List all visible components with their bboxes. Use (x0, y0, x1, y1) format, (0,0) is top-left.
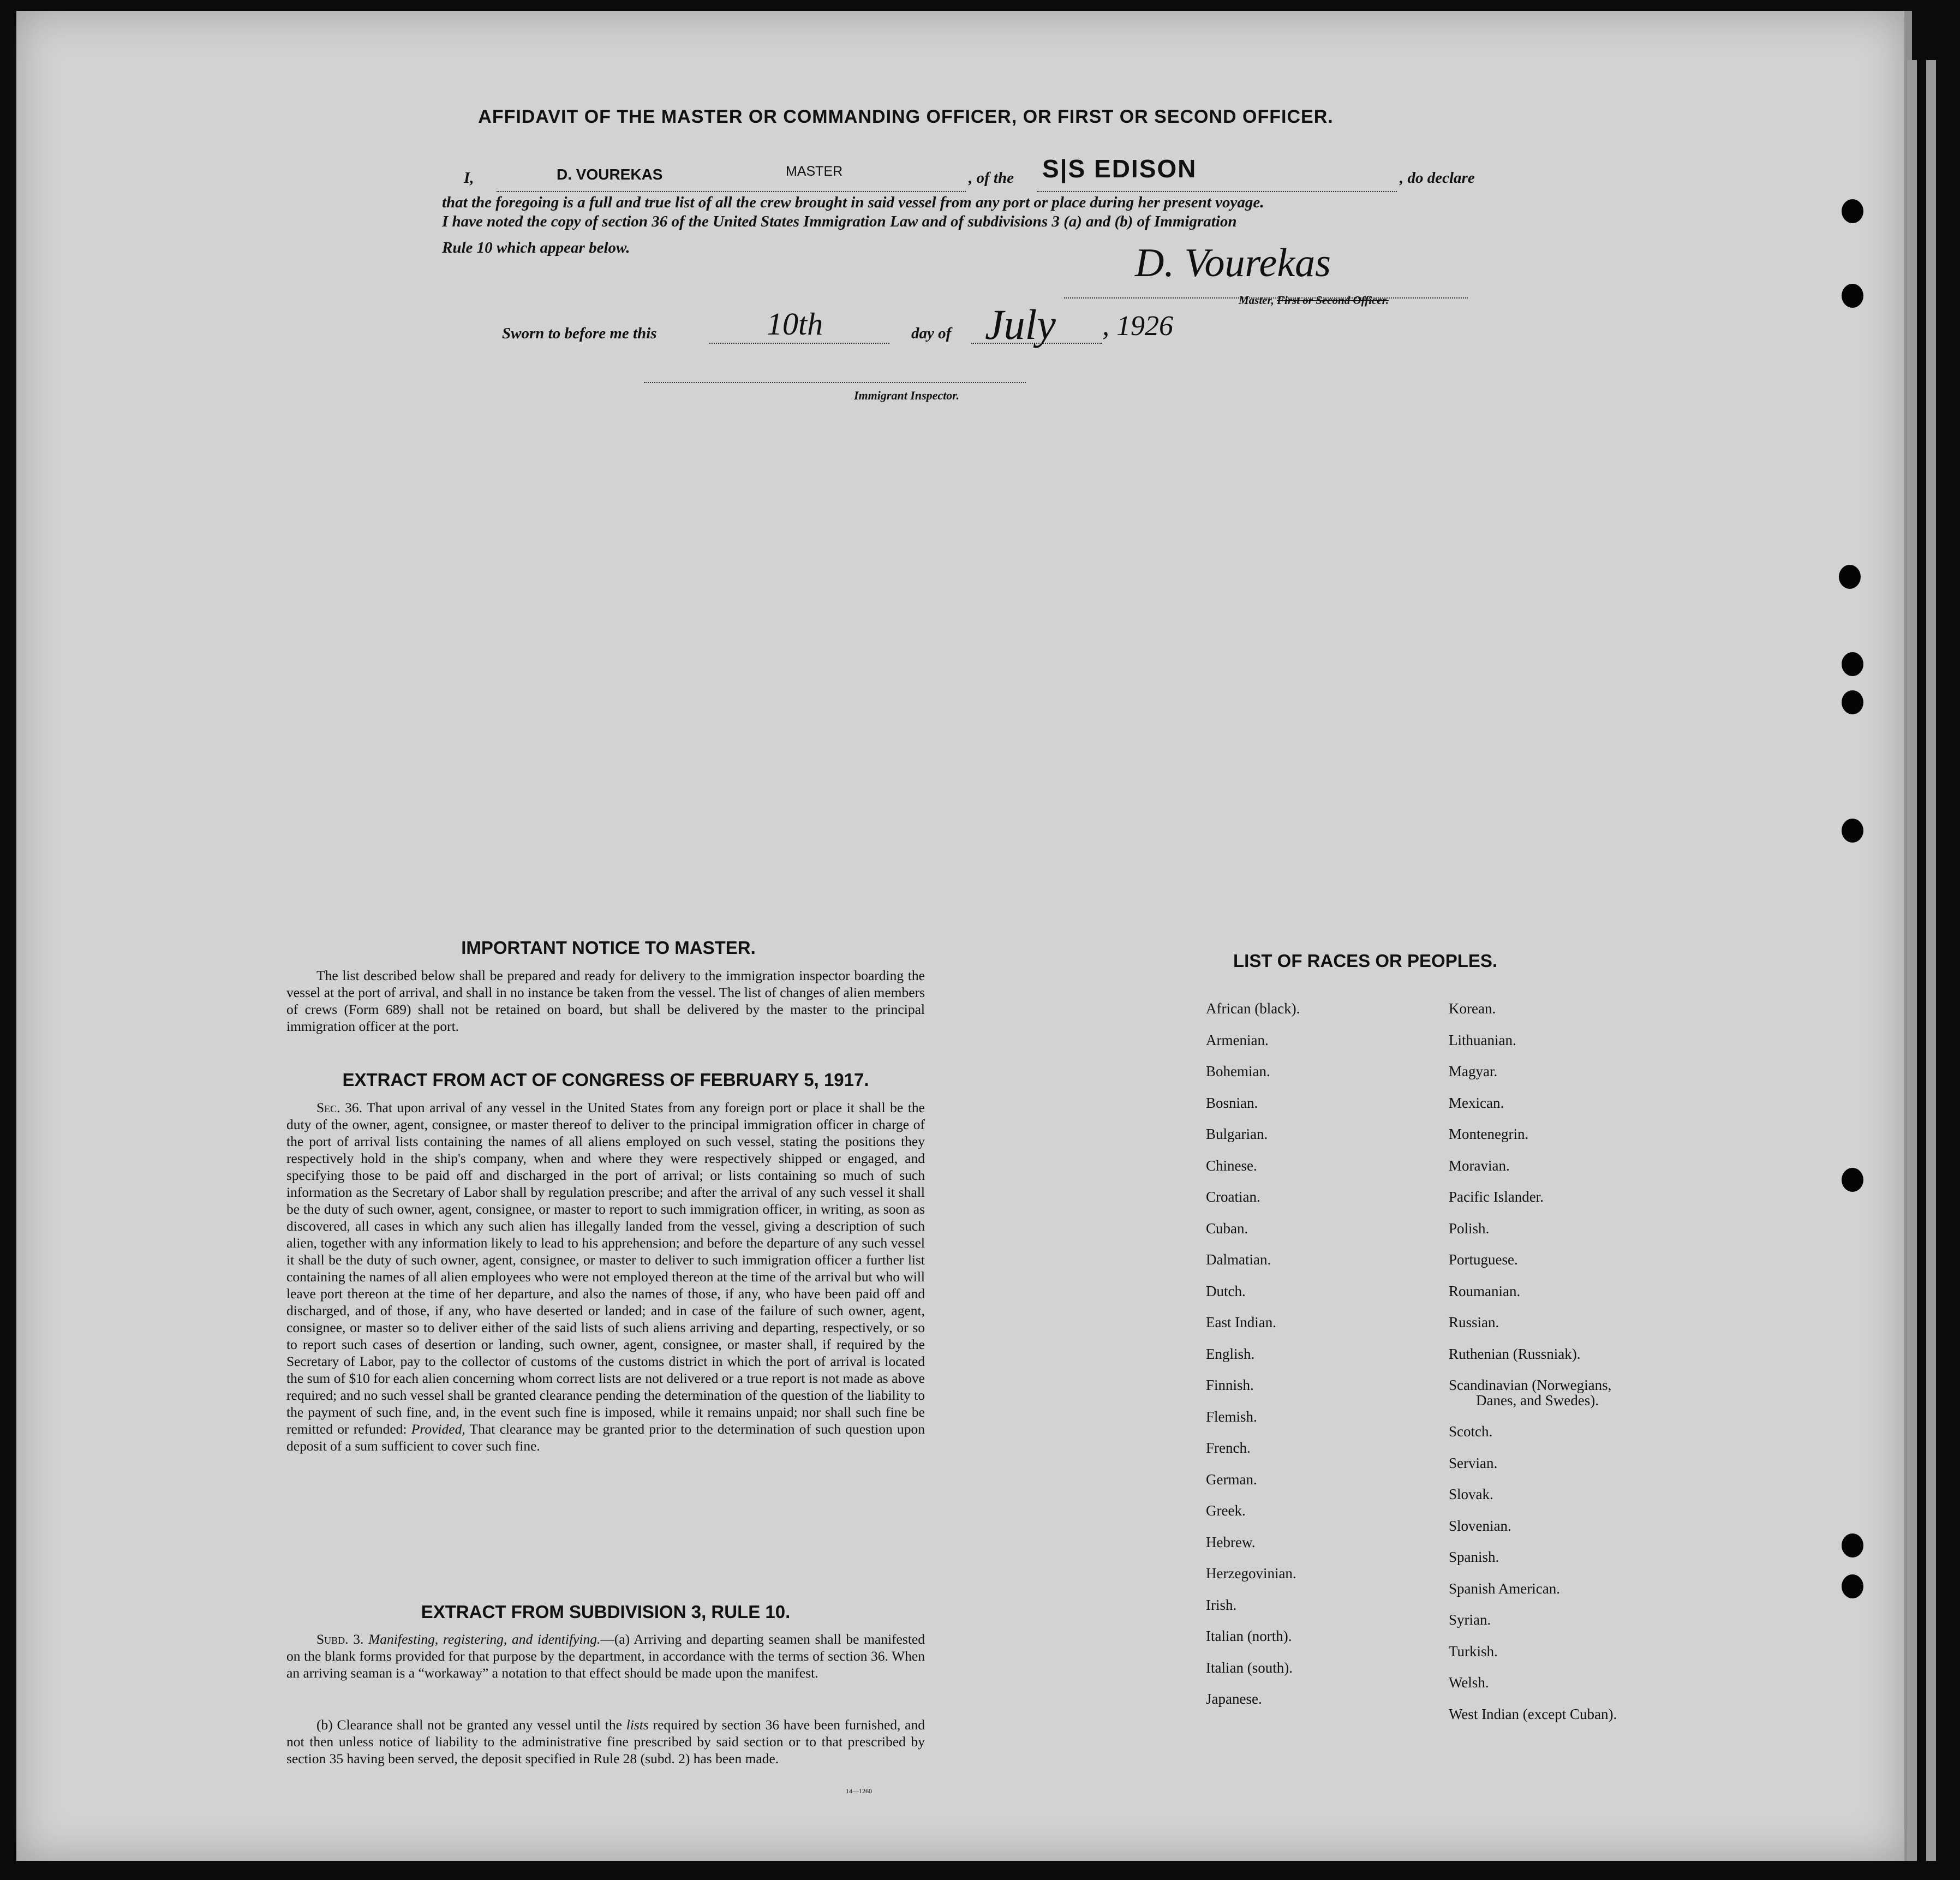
race-entry: Syrian. (1449, 1612, 1491, 1628)
binder-hole (1842, 284, 1863, 308)
act-provided: Provided, (411, 1421, 465, 1437)
rule-subd-title: Manifesting, registering, and identifying. (368, 1631, 601, 1647)
rule-text-a-body: —(a) Arriving and departing seamen shall be manifested on the blank forms provided for that purpose by the department, in accordance with the terms of section 36. When an arriving seaman is a “workaway” a notation to that effect should be made upon the manifest. (286, 1631, 925, 1681)
races-column-2 (1449, 993, 1617, 1730)
race-entry: Servian. (1449, 1454, 1498, 1471)
notice-heading: IMPORTANT NOTICE TO MASTER. (461, 938, 756, 958)
rule-heading: EXTRACT FROM SUBDIVISION 3, RULE 10. (421, 1602, 791, 1622)
race-entry: Herzegovinian. (1206, 1565, 1296, 1581)
vessel-name: S|S EDISON (1042, 154, 1197, 183)
binder-hole (1842, 199, 1863, 223)
sworn-year: , 1926 (1102, 311, 1173, 342)
race-entry: West Indian (except Cuban). (1449, 1705, 1617, 1722)
race-entry: French. (1206, 1440, 1251, 1456)
act-body: That upon arrival of any vessel in the United States from any foreign port or place it shall be the duty of the owner, agent, consignee, or master thereof to deliver to the principal immigration officer in charge of the port of arrival lists containing the names of all aliens employed on such vessel, stating the positions they respectively hold in the ship's company, when and where they were respectively shipped or engaged, and specifying those to be paid off and discharged in the port of arrival; or lists containing so much of such information as the Secretary of Labor shall by regulation prescribe; and after the arrival of any such vessel it shall be the duty of such owner, agent, consignee, or master to report to such immigration officer, in writing, as soon as discovered, all cases in which any such alien has illegally landed from the vessel, giving a description of such alien, together with any information likely to lead to his apprehension; and before the departure of any such vessel it shall be the duty of such owner, agent, consignee, or master to deliver to such immigration officer a further list containing the names of all alien employees who were not employed thereon at the time of the arrival but who will leave port thereon at the time of her departure, and also the names of those, if any, who have been paid off and discharged, and of those, if any, who have deserted or landed; and in case of the failure of such owner, agent, consignee, or master so to deliver either of the said lists of such aliens arriving and departing, respectively, or so to report such cases of desertion or landing, such owner, agent, consignee, or master shall, if required by the Secretary of Labor, pay to the collector of customs of the customs district in which the port of arrival is located the sum of $10 for each alien concerning whom correct lists are not delivered or a true report is not made as above required; and no such vessel shall be granted clearance pending the determination of the question of the liability to the payment of such fine, and, in the event such fine is imposed, while it remains unpaid; nor shall such fine be remitted or refunded: (286, 1100, 925, 1437)
race-entry: Moravian. (1449, 1157, 1510, 1174)
page-edge (1926, 60, 1936, 1861)
signature-caption-struck: First or Second Officer. (1277, 294, 1389, 307)
race-entry: Slovenian. (1449, 1517, 1511, 1534)
race-entry: Italian (south). (1206, 1659, 1293, 1676)
race-entry: Finnish. (1206, 1377, 1254, 1393)
race-entry: English. (1206, 1345, 1255, 1362)
race-entry: Roumanian. (1449, 1282, 1521, 1299)
race-entry: Montenegrin. (1449, 1126, 1529, 1142)
race-entry: Croatian. (1206, 1189, 1260, 1205)
binder-hole (1842, 1533, 1863, 1557)
act-body-end: That clearance may be granted prior to the determination of such question upon deposit of a sum sufficient to cover such fine. (286, 1421, 925, 1454)
race-entry: Dutch. (1206, 1282, 1246, 1299)
race-entry: Ruthenian (Russniak). (1449, 1345, 1581, 1362)
race-entry: Danes, and Swedes). (1476, 1392, 1599, 1408)
race-entry: Portuguese. (1449, 1251, 1518, 1268)
binder-hole (1842, 690, 1863, 714)
race-entry: Spanish American. (1449, 1580, 1560, 1597)
race-entry: Spanish. (1449, 1549, 1499, 1565)
act-section-label: Sec. 36. (316, 1100, 363, 1115)
rule-subd-label: Subd. 3. (316, 1631, 364, 1647)
bleed-through-row (109, 431, 1844, 449)
race-entry: Lithuanian. (1449, 1031, 1516, 1048)
sworn-label: Sworn to before me this (502, 325, 657, 342)
affidavit-line-2: that the foregoing is a full and true list of all the crew brought in said vessel from any port or place during her present voyage. (442, 194, 1264, 211)
signature-caption (1239, 294, 1389, 307)
race-entry: Bulgarian. (1206, 1126, 1268, 1142)
page-edge (1907, 60, 1917, 1861)
races-heading: LIST OF RACES OR PEOPLES. (1233, 951, 1498, 971)
master-name: D. VOUREKAS (557, 166, 663, 183)
inspector-caption: Immigrant Inspector. (854, 389, 960, 402)
race-entry: Italian (north). (1206, 1628, 1292, 1644)
declarant-pronoun: I, (464, 169, 474, 187)
affidavit-line-4: Rule 10 which appear below. (442, 239, 630, 256)
race-entry: Japanese. (1206, 1691, 1262, 1707)
race-entry: Magyar. (1449, 1063, 1498, 1079)
race-entry: East Indian. (1206, 1314, 1276, 1330)
form-number: 14—1260 (846, 1787, 872, 1795)
race-entry: Korean. (1449, 1000, 1496, 1017)
race-entry: Russian. (1449, 1314, 1499, 1330)
race-entry: Armenian. (1206, 1031, 1269, 1048)
affidavit-title: AFFIDAVIT OF THE MASTER OR COMMANDING OFFICER, OR FIRST OR SECOND OFFICER. (478, 106, 1334, 127)
rule-text-b: (b) Clearance shall not be granted any vessel until the lists required by section 36 have been furnished, and not then unless notice of liability to the administrative fine prescribed by said section or to that prescribed by section 35 having been served, the deposit specified in Rule 28 (subd. 2) has been made. (286, 1717, 925, 1766)
act-text (286, 1099, 925, 1454)
binder-hole (1842, 819, 1863, 843)
day-of-label: day of (911, 325, 952, 342)
race-entry: African (black). (1206, 1000, 1300, 1017)
do-declare-label: , do declare (1400, 169, 1475, 187)
binder-hole (1842, 652, 1863, 676)
race-entry: Pacific Islander. (1449, 1189, 1544, 1205)
act-heading: EXTRACT FROM ACT OF CONGRESS OF FEBRUARY 5, 1917. (342, 1070, 869, 1090)
sworn-month: July (985, 301, 1056, 348)
binder-hole (1842, 1574, 1863, 1598)
of-the-label: , of the (969, 169, 1014, 187)
race-entry: Greek. (1206, 1502, 1246, 1519)
race-entry: Turkish. (1449, 1643, 1498, 1660)
race-entry: Dalmatian. (1206, 1251, 1271, 1268)
rule-text-a (286, 1631, 925, 1681)
race-entry: Flemish. (1206, 1408, 1257, 1425)
race-entry: Hebrew. (1206, 1533, 1256, 1550)
race-entry: Welsh. (1449, 1674, 1489, 1691)
race-entry: Scandinavian (Norwegians, (1449, 1377, 1612, 1393)
race-entry: Polish. (1449, 1220, 1490, 1237)
race-entry: German. (1206, 1471, 1257, 1488)
race-entry: Bosnian. (1206, 1094, 1258, 1111)
signature-caption-master: Master, (1239, 294, 1274, 307)
race-entry: Bohemian. (1206, 1063, 1270, 1079)
binder-hole (1842, 1168, 1863, 1192)
race-entry: Irish. (1206, 1596, 1237, 1613)
affidavit-line-3: I have noted the copy of section 36 of the United States Immigration Law and of subdivisions 3 (a) and (b) of Immigration (442, 213, 1237, 230)
race-entry: Slovak. (1449, 1486, 1493, 1502)
race-entry: Cuban. (1206, 1220, 1248, 1237)
master-rank: MASTER (786, 164, 843, 179)
races-column-1 (1206, 993, 1300, 1715)
race-entry: Chinese. (1206, 1157, 1257, 1174)
binder-hole (1839, 565, 1861, 589)
notice-text: The list described below shall be prepared and ready for delivery to the immigration inspector boarding the vessel at the port of arrival, and shall in no instance be taken from the vessel. The list of changes of alien members of crews (Form 689) shall not be retained on board, but shall be delivered by the master to the principal immigration officer at the port. (286, 968, 925, 1034)
master-signature: D. Vourekas (1135, 241, 1331, 285)
race-entry: Mexican. (1449, 1094, 1504, 1111)
manifest-sheet (16, 11, 1912, 1861)
sworn-day: 10th (767, 306, 823, 342)
race-entry: Scotch. (1449, 1423, 1493, 1440)
